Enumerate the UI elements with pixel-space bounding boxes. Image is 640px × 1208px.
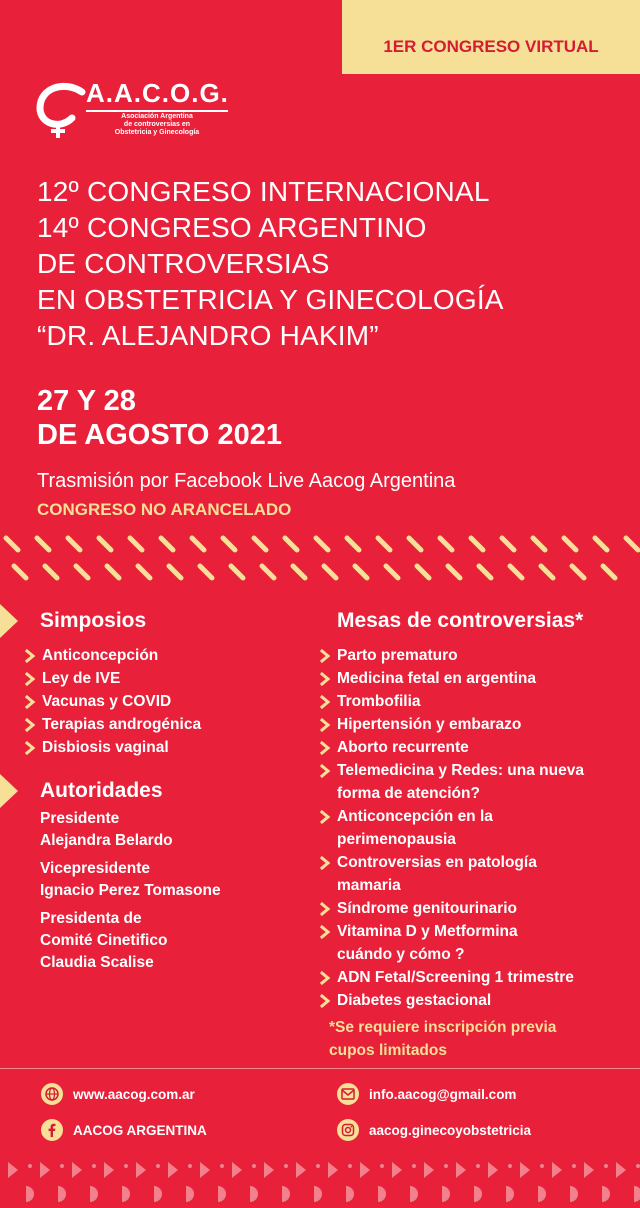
free-admission: CONGRESO NO ARANCELADO <box>37 500 292 519</box>
simposio-item: Ley de IVE <box>24 667 201 690</box>
mesa-item: Aborto recurrente <box>319 736 584 759</box>
email-link[interactable]: info.aacog@gmail.com <box>369 1086 517 1102</box>
globe-icon <box>41 1083 63 1105</box>
authority-name: Alejandra Belardo <box>40 832 173 849</box>
authority-role: Comité Cinetifico <box>40 932 168 949</box>
facebook-icon <box>41 1119 63 1141</box>
facebook-contact[interactable] <box>41 1119 207 1141</box>
simposio-item: Terapias androgénica <box>24 713 201 736</box>
mesa-item: Trombofilia <box>319 690 584 713</box>
chevron-right-icon <box>24 713 38 736</box>
authority-name: Claudia Scalise <box>40 954 154 971</box>
mesas-heading: Mesas de controversias* <box>337 609 584 632</box>
congress-title: 12º CONGRESO INTERNACIONAL 14º CONGRESO ARGENTINO DE CONTROVERSIAS EN OBSTETRICIA Y GINECOLOGÍA “DR. ALEJANDRO HAKIM” <box>37 176 504 351</box>
chevron-right-icon <box>319 989 333 1012</box>
footer-divider <box>0 1068 640 1069</box>
authority-role: Vicepresidente <box>40 860 150 877</box>
simposios-heading: Simposios <box>40 609 147 632</box>
banner-text: 1ER CONGRESO VIRTUAL <box>383 37 599 56</box>
mesa-item: Síndrome genitourinario <box>319 897 584 920</box>
email-contact[interactable] <box>337 1083 516 1105</box>
chevron-right-icon <box>319 759 333 782</box>
virtual-banner <box>342 0 640 74</box>
chevron-right-icon <box>319 644 333 667</box>
instagram-link[interactable]: aacog.ginecoyobstetricia <box>369 1122 532 1138</box>
mail-icon <box>337 1083 359 1105</box>
triangle-marker-icon <box>0 604 18 638</box>
facebook-link[interactable]: AACOG ARGENTINA <box>73 1122 207 1138</box>
logo-name: A.A.C.O.G. <box>86 78 229 108</box>
footer-pattern-icon <box>0 1152 640 1208</box>
logo-subtitle: Asociación Argentina de controversias en Obstetricia y Ginecología <box>114 113 200 136</box>
authority-role: Presidente <box>40 810 120 827</box>
mesa-item: Medicina fetal en argentina <box>319 667 584 690</box>
mesa-item: Anticoncepción en la perimenopausia <box>319 805 584 851</box>
mesa-item: Telemedicina y Redes: una nueva forma de atención? <box>319 759 584 805</box>
congress-dates: 27 Y 28 DE AGOSTO 2021 <box>37 385 282 451</box>
chevron-right-icon <box>319 920 333 943</box>
registration-note: *Se requiere inscripción previa cupos limitados <box>329 1019 557 1059</box>
dash-pattern-icon <box>0 532 640 588</box>
simposio-item: Anticoncepción <box>24 644 201 667</box>
chevron-right-icon <box>319 736 333 759</box>
mesa-item: Diabetes gestacional <box>319 989 584 1012</box>
mesa-item: Hipertensión y embarazo <box>319 713 584 736</box>
chevron-right-icon <box>319 897 333 920</box>
chevron-right-icon <box>24 667 38 690</box>
mesa-item: ADN Fetal/Screening 1 trimestre <box>319 966 584 989</box>
simposios-list <box>24 644 201 759</box>
chevron-right-icon <box>319 713 333 736</box>
chevron-right-icon <box>319 966 333 989</box>
chevron-right-icon <box>319 667 333 690</box>
logo-divider <box>86 110 228 112</box>
chevron-right-icon <box>319 805 333 828</box>
authority-name: Ignacio Perez Tomasone <box>40 882 221 899</box>
authority-role: Presidenta de <box>40 910 142 927</box>
chevron-right-icon <box>24 736 38 759</box>
website-link[interactable]: www.aacog.com.ar <box>73 1086 195 1102</box>
simposio-item: Disbiosis vaginal <box>24 736 201 759</box>
triangle-marker-icon <box>0 774 18 808</box>
chevron-right-icon <box>24 644 38 667</box>
chevron-right-icon <box>319 851 333 874</box>
mesa-item: Vitamina D y Metformina cuándo y cómo ? <box>319 920 584 966</box>
simposio-item: Vacunas y COVID <box>24 690 201 713</box>
instagram-contact[interactable] <box>337 1119 531 1141</box>
autoridades-heading: Autoridades <box>40 779 163 802</box>
chevron-right-icon <box>24 690 38 713</box>
website-contact[interactable] <box>41 1083 195 1105</box>
mesa-item: Controversias en patología mamaria <box>319 851 584 897</box>
mesa-item: Parto prematuro <box>319 644 584 667</box>
chevron-right-icon <box>319 690 333 713</box>
autoridades-list <box>40 808 221 974</box>
instagram-icon <box>337 1119 359 1141</box>
stream-info: Trasmisión por Facebook Live Aacog Argentina <box>37 470 456 492</box>
mesas-list <box>319 644 584 1012</box>
